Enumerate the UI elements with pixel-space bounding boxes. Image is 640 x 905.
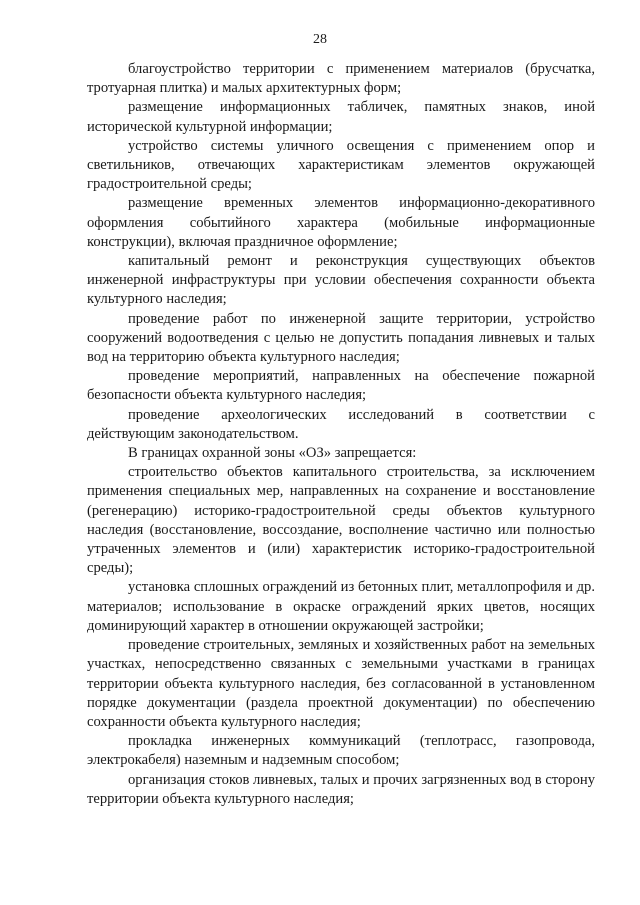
- paragraph: строительство объектов капитального строительства, за исключением применения специальных мер, направленных на сохранение и восстановление (регенерацию) историко-градостроительной среды объектов культурного наследия (восстановление, воссоздание, восполнение частично или полностью утраченных элементов и (или) характеристик историко-градостроительной среды);: [87, 464, 595, 577]
- paragraph: установка сплошных ограждений из бетонных плит, металлопрофиля и др. материалов; использование в окраске ограждений ярких цветов, носящих доминирующий характер в отношении окружающей застройки;: [87, 579, 595, 634]
- paragraph: организация стоков ливневых, талых и прочих загрязненных вод в сторону территории объекта культурного наследия;: [87, 771, 595, 807]
- paragraph: прокладка инженерных коммуникаций (теплотрасс, газопровода, электрокабеля) наземным и надземным способом;: [87, 733, 595, 769]
- paragraph: проведение работ по инженерной защите территории, устройство сооружений водоотведения с целью не допустить попадания ливневых и талых вод на территорию объекта культурного наследия;: [87, 310, 595, 366]
- paragraph: проведение мероприятий, направленных на обеспечение пожарной безопасности объекта культурного наследия;: [87, 368, 595, 404]
- paragraph: размещение временных элементов информационно-декоративного оформления событийного характера (мобильные информационные конструкции), включая праздничное оформление;: [87, 195, 595, 250]
- paragraph: проведение строительных, земляных и хозяйственных работ на земельных участках, непосредственно связанных с земельными участками в границах территории объекта культурного наследия, без согласованной в установленном порядке документации (раздела проектной документации) по обеспечению сохранности объекта культурного наследия;: [87, 637, 595, 730]
- section-heading: В границах охранной зоны «ОЗ» запрещается:: [128, 445, 417, 462]
- paragraph: устройство системы уличного освещения с применением опор и светильников, отвечающих характеристикам элементов окружающей градостроительной среды;: [87, 137, 595, 193]
- paragraph: капитальный ремонт и реконструкция существующих объектов инженерной инфраструктуры при условии обеспечения сохранности объекта культурного наследия;: [87, 253, 595, 308]
- paragraph: проведение археологических исследований в соответствии с действующим законодательством.: [87, 406, 595, 442]
- document-body: [87, 60, 595, 809]
- paragraph: благоустройство территории с применением материалов (брусчатка, тротуарная плитка) и малых архитектурных форм;: [87, 61, 595, 97]
- paragraph: размещение информационных табличек, памятных знаков, иной исторической культурной информации;: [87, 99, 595, 135]
- page-number: 28: [313, 32, 327, 47]
